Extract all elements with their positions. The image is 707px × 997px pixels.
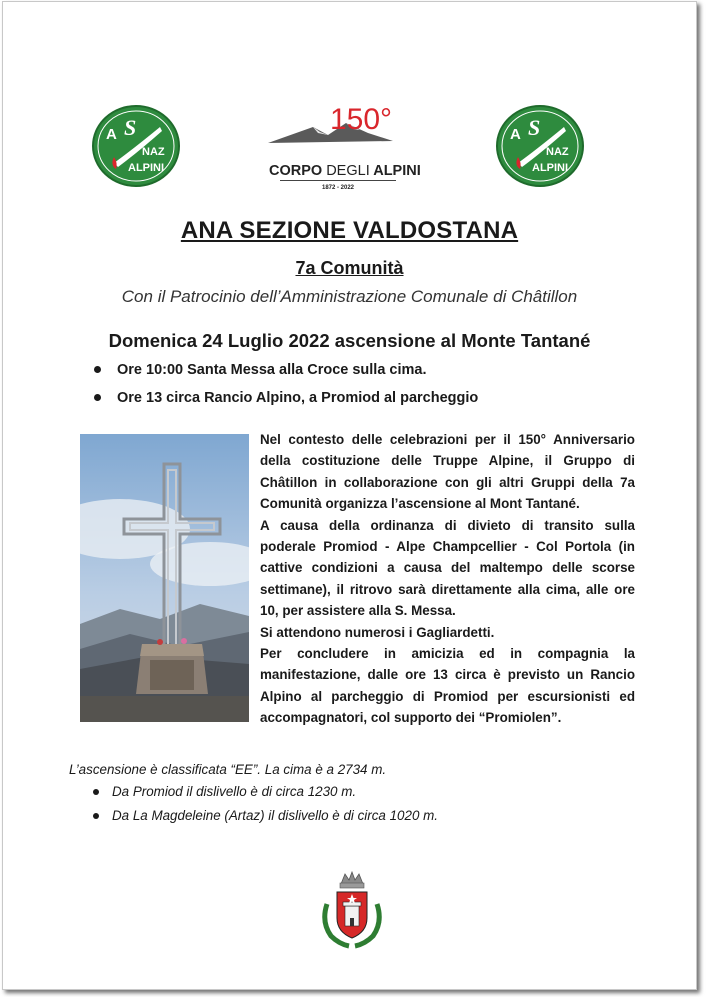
description-paragraph: Si attendono numerosi i Gagliardetti. [260, 624, 495, 640]
ana-badge-right [496, 105, 584, 187]
schedule-item: Ore 13 circa Rancio Alpino, a Promiod al parcheggio [91, 388, 478, 416]
event-description [260, 429, 635, 729]
community-subtitle: 7a Comunità [295, 258, 404, 278]
badge-letter-a: A [106, 126, 117, 143]
elevation-item: Da Promiod il dislivello è di circa 1230 m. [91, 783, 438, 807]
badge-text-naz: NAZ [142, 146, 165, 158]
corpo-degli-alpini-150-logo [268, 105, 423, 193]
years-label: 1872 - 2022 [321, 185, 355, 191]
badge-text-naz: NAZ [546, 146, 569, 158]
schedule-item: Ore 10:00 Santa Messa alla Croce sulla cima. [91, 360, 478, 388]
corpo-text: CORPO DEGLI ALPINI [269, 163, 421, 179]
classification-note: L’ascensione è classificata “EE”. La cima è a 2734 m. [69, 762, 387, 777]
badge-text-alpini: ALPINI [532, 162, 569, 174]
patronage-line: Con il Patrocinio dell’Amministrazione Comunale di Châtillon [121, 287, 578, 306]
page-title: ANA SEZIONE VALDOSTANA [180, 217, 519, 244]
elevation-list [91, 783, 438, 831]
elevation-item: Da La Magdeleine (Artaz) il dislivello è di circa 1020 m. [91, 807, 438, 831]
flyer-page [2, 1, 697, 990]
badge-letter-a: A [510, 126, 521, 143]
ana-badge-left [92, 105, 180, 187]
badge-letter-s: S [528, 115, 541, 140]
description-paragraph: A causa della ordinanza di divieto di transito sulla poderale Promiod - Alpe Champcellier - Col Portola (in cattive condizioni a causa del maltempo delle scorse settimane), il ritrovo sarà direttamente alla cima, alle ore 10, per assistere alla S. Messa. [260, 517, 635, 619]
description-paragraph: Per concludere in amicizia ed in compagnia la manifestazione, dalle ore 13 circa è previsto un Rancio Alpino al parcheggio di Promiod per escursionisti ed accompagnatori, col supporto dei “Promiolen”. [260, 646, 635, 726]
municipal-coat-of-arms [319, 870, 385, 952]
badge-text-alpini: ALPINI [128, 162, 165, 174]
event-heading: Domenica 24 Luglio 2022 ascensione al Monte Tantané [108, 330, 591, 351]
schedule-list [91, 360, 478, 416]
badge-letter-s: S [124, 115, 137, 140]
summit-cross-photo [80, 434, 249, 722]
description-paragraph: Nel contesto delle celebrazioni per il 150° Anniversario della costituzione delle Truppe Alpine, il Gruppo di Châtillon in collaborazione con gli altri Gruppi della 7a Comunità organizza l’ascensione al Mont Tantané. [260, 432, 635, 512]
anniversary-150-label: 150° [330, 105, 393, 136]
